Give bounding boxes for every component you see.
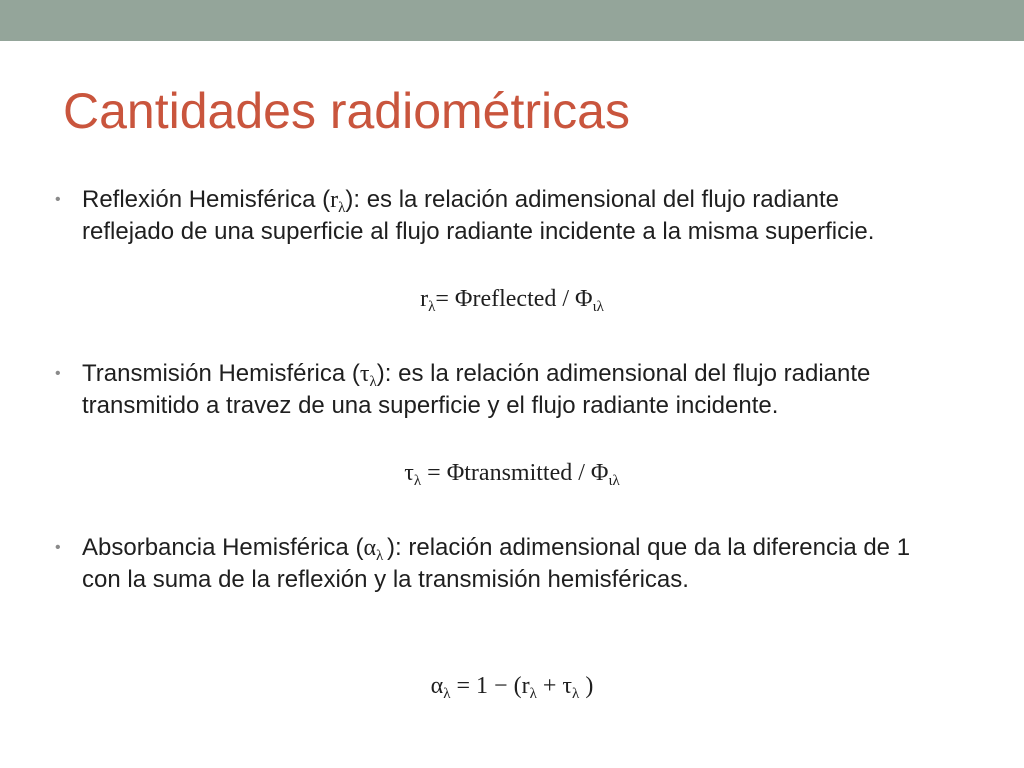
bullet-description: ): es la relación adimensional del flujo radiante reflejado de una superficie al flujo radiante incidente a la misma superficie.	[82, 186, 875, 245]
bullet-description: ): relación adimensional que da la diferencia de 1 con la suma de la reflexión y la transmisión hemisféricas.	[82, 534, 911, 593]
bullet-marker: •	[55, 365, 61, 382]
bullet-lead: Reflexión Hemisférica (	[82, 186, 331, 213]
top-bar	[0, 0, 1024, 41]
bullet-transmision	[55, 358, 935, 458]
bullet-reflexion	[55, 184, 935, 284]
formula-transmision: $\tau_\lambda$ = Φtransmitted / $\Phi_{\iota\lambda}$	[404, 460, 620, 489]
symbol-alpha: $\alpha_\lambda$	[363, 535, 388, 564]
bullet-absorbancia	[55, 532, 935, 632]
symbol-r: $r_\lambda$	[330, 187, 346, 216]
bullet-lead: Transmisión Hemisférica (	[82, 360, 360, 387]
bullet-marker: •	[55, 539, 61, 556]
bullet-text	[82, 358, 922, 421]
bullet-description: ): es la relación adimensional del flujo radiante transmitido a travez de una superficie y el flujo radiante incidente.	[82, 360, 871, 419]
bullet-lead: Absorbancia Hemisférica (	[82, 534, 364, 561]
bullet-text	[82, 184, 922, 247]
formula-reflexion: $r_\lambda=$ Φreflected / $\Phi_{\iota\lambda}$	[420, 286, 604, 315]
bullet-marker: •	[55, 191, 61, 208]
bullet-text	[82, 532, 922, 595]
formula-absorbancia: $\alpha_\lambda = 1 - (r_\lambda + \tau_\lambda$ )	[430, 673, 594, 702]
slide-title: Cantidades radiométricas	[63, 83, 630, 139]
symbol-tau: $\tau_\lambda$	[359, 361, 377, 390]
